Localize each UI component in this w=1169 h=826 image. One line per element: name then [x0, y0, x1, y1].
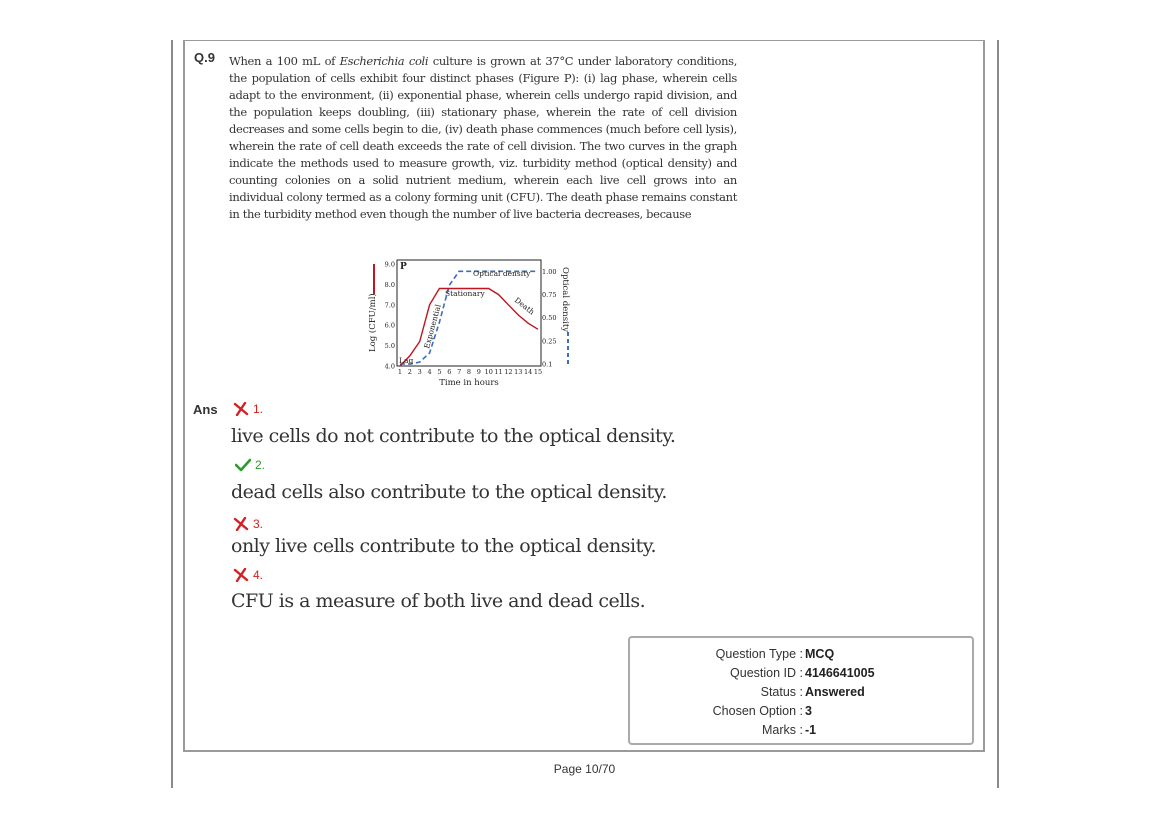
info-question-type-value: MCQ: [805, 647, 835, 661]
x-axis-label: Time in hours: [439, 378, 499, 388]
x-tick-label: 11: [494, 368, 503, 376]
info-question-id-value: 4146641005: [805, 666, 875, 680]
question-text-part-1: When a 100 mL of: [229, 54, 340, 68]
option-3-number: 3.: [253, 517, 264, 531]
info-marks-value: -1: [805, 723, 817, 737]
panel-label: P: [400, 262, 407, 272]
left-tick-label: 4.0: [384, 362, 395, 371]
right-tick-label: 0.1: [542, 360, 553, 369]
question-text-species: Escherichia coli: [339, 54, 429, 68]
annotation-death: Death: [512, 295, 537, 317]
right-tick-label: 0.25: [542, 337, 557, 346]
info-chosen-option: [630, 702, 976, 721]
question-text-part-2: culture is grown at 37°C under laboratory conditions, the population of cells exhibit four distinct phases (Figure P): (i) lag phase, wherein cells adapt to the environment, (ii) exponential phase, wherein cells undergo rapid division, and the population keeps doubling, (iii) stationary phase, wherein the rate of cell division decreases and some cells begin to die, (iv) death phase commences (much before cell lysis), wherein the rate of cell death exceeds the rate of cell division. The two curves in the graph indicate the methods used to measure growth, viz. turbidity method (optical density) and counting colonies on a solid nutrient medium, wherein each live cell grows into an individual colony termed as a colony forming unit (CFU). The death phase remains constant in the turbidity method even though the number of live bacteria decreases, because: [229, 54, 737, 221]
x-tick-labels: [398, 368, 542, 376]
option-4-text: CFU is a measure of both live and dead cells.: [231, 590, 646, 612]
x-tick-label: 10: [484, 368, 493, 376]
x-tick-label: 15: [533, 368, 543, 376]
option-3-mark: [233, 517, 263, 531]
info-status-value: Answered: [805, 685, 865, 699]
option-1-number: 1.: [253, 402, 264, 416]
annotation-exponential: Exponential: [422, 303, 443, 350]
annotation-stationary: Stationary: [445, 289, 485, 298]
info-question-id: [630, 664, 976, 683]
right-tick-label: 0.50: [542, 314, 557, 323]
info-marks-label: Marks :: [762, 723, 803, 737]
left-tick-label: 8.0: [384, 280, 395, 289]
info-question-type-label: Question Type :: [715, 647, 803, 661]
cross-icon: [233, 568, 249, 582]
option-4-mark: [233, 568, 263, 582]
right-tick-label: 0.75: [542, 290, 557, 299]
right-tick-label: 1.00: [542, 267, 557, 276]
question-text: [229, 53, 737, 223]
question-number: Q.9: [194, 50, 215, 65]
x-tick-label: 14: [524, 368, 533, 376]
x-tick-label: 8: [466, 368, 472, 376]
question-info-box: [628, 636, 974, 745]
annotation-lag: Lag: [399, 356, 414, 365]
annotation-optical-density: Optical density: [473, 269, 531, 278]
x-tick-label: 12: [504, 368, 513, 376]
od-curve: [400, 271, 538, 364]
x-tick-label: 2: [407, 368, 412, 376]
option-3-text: only live cells contribute to the optical density.: [231, 535, 656, 557]
growth-curve-chart: [365, 257, 580, 392]
left-tick-label: 7.0: [384, 301, 395, 310]
option-2-number: 2.: [255, 458, 266, 472]
cross-icon: [233, 402, 249, 416]
right-tick-labels: [542, 268, 556, 369]
x-tick-label: 13: [514, 368, 523, 376]
x-tick-label: 7: [457, 368, 462, 376]
page-border-right: [997, 40, 999, 788]
info-question-type: [630, 645, 976, 664]
page-border-left: [171, 40, 173, 788]
info-question-id-label: Question ID :: [730, 666, 803, 680]
growth-curve-figure: [365, 257, 580, 397]
checkmark-icon: [235, 458, 251, 472]
option-2-mark: [235, 458, 265, 472]
option-2-text: dead cells also contribute to the optical density.: [231, 481, 667, 503]
info-status: [630, 683, 976, 702]
left-tick-label: 6.0: [384, 321, 395, 330]
x-tick-label: 9: [476, 368, 481, 376]
answer-label: Ans: [193, 402, 218, 417]
left-tick-label: 5.0: [384, 342, 395, 351]
cross-icon: [233, 517, 249, 531]
left-axis-label: Log (CFU/ml): [368, 293, 378, 352]
left-tick-label: 9.0: [384, 260, 395, 269]
x-tick-label: 6: [447, 368, 452, 376]
option-1-text: live cells do not contribute to the optical density.: [231, 425, 676, 447]
page-number: Page 10/70: [553, 762, 616, 776]
option-1-mark: [233, 402, 263, 416]
left-tick-labels: [385, 261, 395, 371]
info-status-label: Status :: [760, 685, 803, 699]
x-tick-label: 4: [427, 368, 432, 376]
info-chosen-option-value: 3: [805, 704, 812, 718]
x-tick-label: 3: [417, 368, 422, 376]
x-tick-label: 1: [397, 368, 403, 376]
info-chosen-option-label: Chosen Option :: [712, 704, 803, 718]
right-axis-label: Optical density: [560, 267, 570, 333]
info-marks: [630, 721, 976, 740]
option-4-number: 4.: [253, 568, 264, 582]
x-tick-label: 5: [437, 368, 442, 376]
